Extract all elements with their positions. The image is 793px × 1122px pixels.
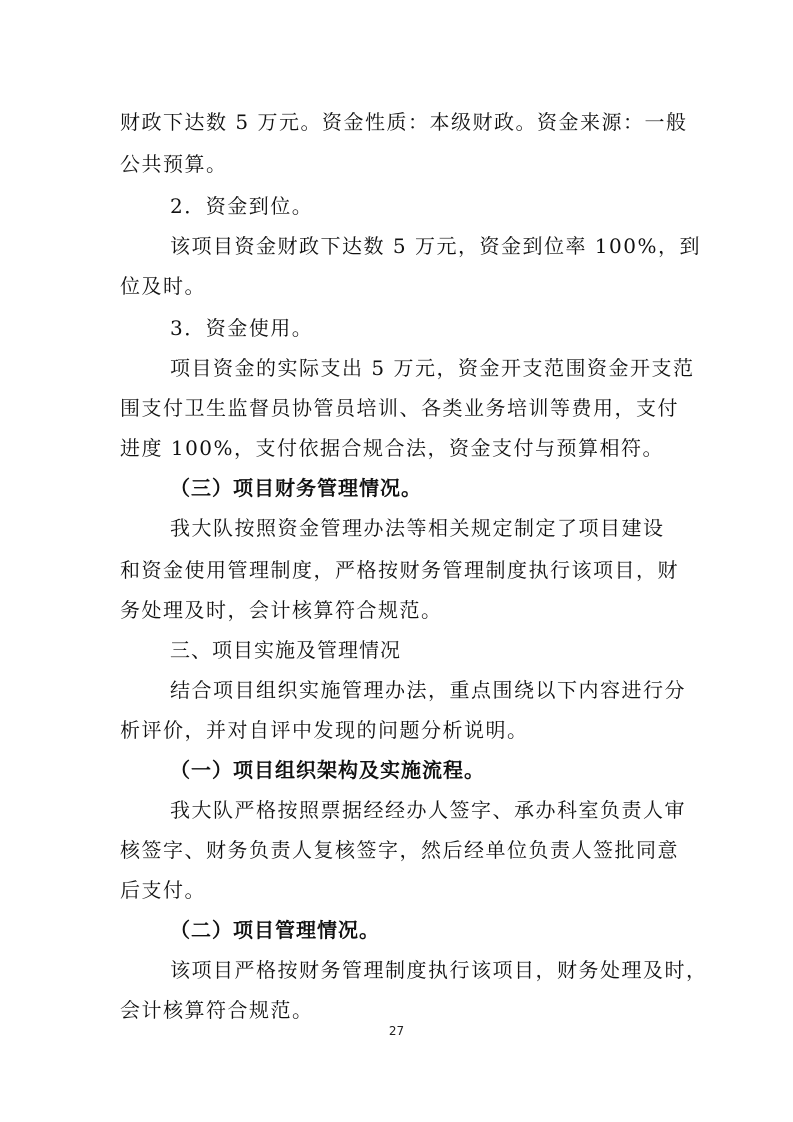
paragraph-line: 围支付卫生监督员协管员培训、各类业务培训等费用，支付	[120, 396, 679, 420]
heading-organization-structure: （一）项目组织架构及实施流程。	[170, 758, 485, 782]
paragraph-line: 后支付。	[120, 878, 206, 902]
paragraph-line: 财政下达数 5 万元。资金性质：本级财政。资金来源：一般	[120, 110, 688, 134]
paragraph-line: 核签字、财务负责人复核签字，然后经单位负责人签批同意	[120, 838, 679, 862]
paragraph-line: 务处理及时，会计核算符合规范。	[120, 598, 443, 622]
paragraph-line: 析评价，并对自评中发现的问题分析说明。	[120, 718, 529, 742]
subheading-funds-use: 3．资金使用。	[170, 316, 314, 340]
paragraph-line: 该项目资金财政下达数 5 万元，资金到位率 100%，到	[170, 234, 701, 258]
paragraph-line: 进度 100%，支付依据合规合法，资金支付与预算相符。	[120, 436, 665, 460]
heading-project-management: （二）项目管理情况。	[170, 918, 380, 942]
paragraph-line: 我大队严格按照票据经经办人签字、承办科室负责人审	[170, 798, 686, 822]
paragraph-line: 公共预算。	[120, 152, 228, 176]
paragraph-line: 项目资金的实际支出 5 万元，资金开支范围资金开支范	[170, 356, 695, 380]
paragraph-line: 我大队按照资金管理办法等相关规定制定了项目建设	[170, 516, 665, 540]
paragraph-line: 结合项目组织实施管理办法，重点围绕以下内容进行分	[170, 678, 686, 702]
heading-financial-management: （三）项目财务管理情况。	[170, 476, 422, 500]
section-heading-implementation: 三、项目实施及管理情况	[170, 638, 401, 662]
paragraph-line: 位及时。	[120, 274, 206, 298]
paragraph-line: 会计核算符合规范。	[120, 998, 314, 1022]
paragraph-line: 和资金使用管理制度，严格按财务管理制度执行该项目，财	[120, 558, 679, 582]
paragraph-line: 该项目严格按财务管理制度执行该项目，财务处理及时，	[170, 958, 708, 982]
subheading-funds-arrival: 2．资金到位。	[170, 194, 314, 218]
page-number: 27	[388, 1024, 405, 1038]
